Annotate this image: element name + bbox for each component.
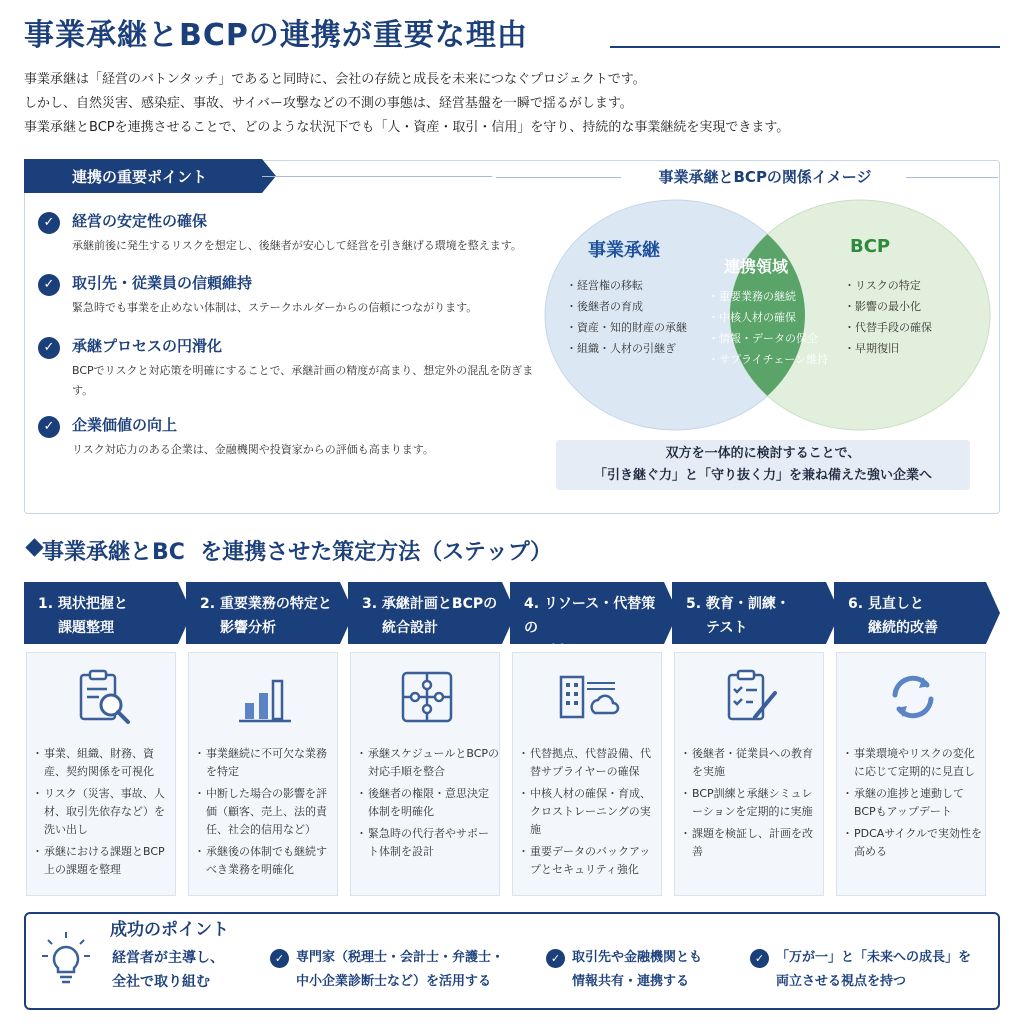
list-item: ・ 後継者・従業員への教育を実施: [683, 745, 823, 781]
venn-left-label: 事業承継: [588, 240, 660, 261]
list-item: ・ 中核人材の確保・育成、クロストレーニングの実施: [521, 785, 661, 839]
point-desc: BCPでリスクと対応策を明確にすることで、承継計画の精度が高まり、想定外の混乱を防ぎます。: [72, 364, 534, 397]
point-desc: 承継前後に発生するリスクを想定し、後継者が安心して経営を引き継げる環境を整えます。: [72, 239, 522, 252]
title-underline: [610, 46, 1000, 48]
step-label: 5. 教育・訓練・: [686, 596, 790, 612]
list-item: ・組織・人材の引継ぎ: [566, 342, 676, 355]
check-circle-icon: ✓: [270, 949, 289, 968]
list-item: ・ 課題を検証し、計画を改善: [683, 825, 823, 861]
divider: [906, 177, 998, 178]
step-label: 2. 重要業務の特定と: [200, 596, 332, 612]
refresh-icon: [881, 665, 945, 729]
puzzle-icon: [395, 665, 459, 729]
intro-line: しかし、自然災害、感染症、事故、サイバー攻撃などの不測の事態は、経営基盤を一瞬で揺るがします。: [24, 96, 633, 111]
point-desc: リスク対応力のある企業は、金融機関や投資家からの評価も高まります。: [72, 443, 434, 456]
step-header: [834, 582, 986, 644]
venn-right-label: BCP: [850, 236, 891, 257]
success-item: [270, 946, 504, 994]
list-item: ・後継者の育成: [566, 300, 643, 313]
list-item: ・情報・データの保全: [708, 332, 818, 345]
check-circle-icon: ✓: [38, 274, 60, 296]
list-item: ・ PDCAサイクルで実効性を高める: [845, 825, 985, 861]
bar-chart-icon: [233, 665, 297, 729]
step-label: 課題整理: [58, 620, 114, 636]
step-bullets: [197, 745, 337, 883]
list-item: ・代替手段の確保: [844, 321, 932, 334]
points-header: 連携の重要ポイント: [24, 159, 262, 193]
building-cloud-icon: [557, 665, 621, 729]
divider: [262, 176, 492, 177]
summary-line: 「引き継ぐ力」と「守り抜く力」を兼ね備えた強い企業へ: [593, 468, 932, 483]
list-item: ・サプライチェーン維持: [708, 353, 829, 366]
list-item: ・中核人材の確保: [708, 311, 796, 324]
lightbulb-icon: [42, 930, 90, 986]
list-item: ・ 中断した場合の影響を評価（顧客、売上、法的責任、社会的信用など）: [197, 785, 337, 839]
check-circle-icon: ✓: [546, 949, 565, 968]
venn-right-list: [844, 275, 932, 359]
step-label: テスト: [706, 620, 748, 636]
list-item: ・ 承継の進捗と連動してBCPもアップデート: [845, 785, 985, 821]
venn-left-list: [566, 275, 687, 359]
step-label: 統合設計: [382, 620, 438, 636]
point-title: 企業価値の向上: [72, 416, 178, 434]
success-line: 中小企業診断士など）を活用する: [296, 974, 492, 989]
step-label: 影響分析: [220, 620, 276, 636]
step-header: [348, 582, 502, 644]
intro-text: [24, 68, 1004, 140]
intro-line: 事業承継は「経営のバトンタッチ」であると同時に、会社の存続と成長を未来につなぐプロジェクトです。: [24, 72, 646, 87]
point-title: 取引先・従業員の信頼維持: [72, 274, 253, 292]
step-label: 継続的改善: [868, 620, 938, 636]
step-header: [510, 582, 664, 644]
check-circle-icon: ✓: [38, 337, 60, 359]
checklist-pen-icon: [719, 665, 783, 729]
step-bullets: [35, 745, 175, 883]
success-line: 情報共有・連携する: [572, 974, 690, 989]
list-item: ・影響の最小化: [844, 300, 921, 313]
success-line: 全社で取り組む: [112, 974, 210, 990]
point-title: 経営の安定性の確保: [72, 212, 208, 230]
intro-line: 事業承継とBCPを連携させることで、どのような状況下でも「人・資産・取引・信用」を守り、持続的な事業継続を実現できます。: [24, 120, 790, 135]
check-circle-icon: ✓: [38, 416, 60, 438]
steps-title: 事業承継とBC を連携させた策定方法（ステップ）: [42, 540, 553, 565]
list-item: ・ リスク（災害、事故、人材、取引先依存など）を洗い出し: [35, 785, 175, 839]
step-card: [188, 652, 338, 896]
step-bullets: [521, 745, 661, 883]
page-title: 事業承継とBCPの連携が重要な理由: [24, 18, 528, 53]
step-card: [512, 652, 662, 896]
success-line: 取引先や金融機関とも: [572, 950, 703, 965]
step-bullets: [845, 745, 985, 865]
check-circle-icon: ✓: [38, 212, 60, 234]
list-item: ・リスクの特定: [844, 279, 921, 292]
list-item: ・ 事業、組織、財務、資産、契約関係を可視化: [35, 745, 175, 781]
step-header: [672, 582, 826, 644]
step-header: [24, 582, 178, 644]
summary-line: 双方を一体的に検討することで、: [665, 446, 861, 461]
list-item: ・資産・知的財産の承継: [566, 321, 687, 334]
point-title: 承継プロセスの円滑化: [72, 337, 223, 355]
list-item: ・ 承継における課題とBCP上の課題を整理: [35, 843, 175, 879]
list-item: ・早期復旧: [844, 342, 899, 355]
check-circle-icon: ✓: [750, 949, 769, 968]
step-label: 1. 現状把握と: [38, 596, 128, 612]
success-item: [750, 946, 971, 994]
list-item: ・ BCP訓練と承継シミュレーションを定期的に実施: [683, 785, 823, 821]
list-item: ・ 重要データのバックアップとセキュリティ強化: [521, 843, 661, 879]
step-header: [186, 582, 340, 644]
list-item: ・ 代替拠点、代替設備、代替サプライヤーの確保: [521, 745, 661, 781]
diamond-bullet-icon: [25, 538, 43, 556]
step-card: [26, 652, 176, 896]
list-item: ・経営権の移転: [566, 279, 643, 292]
step-card: [836, 652, 986, 896]
success-title: 成功のポイント: [104, 915, 235, 940]
success-line: 専門家（税理士・会計士・弁護士・: [296, 950, 505, 965]
venn-title: 事業承継とBCPの関係イメージ: [658, 168, 872, 186]
list-item: ・ 承継後の体制でも継続すべき業務を明確化: [197, 843, 337, 879]
step-label: 4. リソース・代替策の: [524, 596, 656, 636]
success-item: [546, 946, 702, 994]
list-item: ・ 後継者の権限・意思決定体制を明確化: [359, 785, 499, 821]
step-bullets: [683, 745, 823, 865]
venn-center-label: 連携領域: [724, 257, 789, 276]
step-label: 6. 見直しと: [848, 596, 924, 612]
clipboard-search-icon: [71, 665, 135, 729]
step-card: [674, 652, 824, 896]
list-item: ・ 事業環境やリスクの変化に応じて定期的に見直し: [845, 745, 985, 781]
list-item: ・ 緊急時の代行者やサポート体制を設計: [359, 825, 499, 861]
point-desc: 緊急時でも事業を止めない体制は、ステークホルダーからの信頼につながります。: [72, 301, 478, 314]
step-bullets: [359, 745, 499, 865]
success-line: 両立させる視点を持つ: [776, 974, 907, 989]
venn-center-list: [708, 286, 828, 370]
success-lead: [112, 946, 224, 994]
venn-summary: [556, 440, 970, 490]
list-item: ・ 事業継続に不可欠な業務を特定: [197, 745, 337, 781]
success-line: 経営者が主導し、: [112, 950, 224, 966]
step-card: [350, 652, 500, 896]
success-line: 「万が一」と「未来への成長」を: [776, 950, 972, 965]
list-item: ・ 承継スケジュールとBCPの対応手順を整合: [359, 745, 499, 781]
list-item: ・重要業務の継続: [708, 290, 796, 303]
step-label: 3. 承継計画とBCPの: [362, 596, 498, 612]
